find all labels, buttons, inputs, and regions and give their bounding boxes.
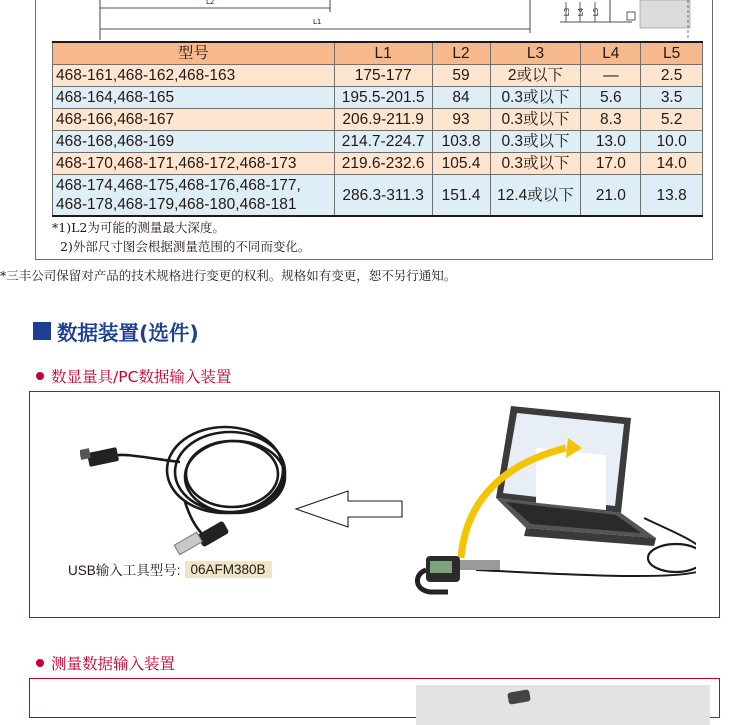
cell-l2: 151.4 [432,175,490,217]
usb-cable-image [80,402,340,572]
cell-l3: 0.3或以下 [490,87,581,109]
cell-model: 468-170,468-171,468-172,468-173 [53,153,335,175]
header-l3: L3 [490,42,581,65]
cell-l3: 2或以下 [490,65,581,87]
table-row [53,65,703,87]
laptop-micrometer-image [386,398,696,613]
disclaimer-text: *三丰公司保留对产品的技术规格进行变更的权利。规格如有变更，恕不另行通知。 [0,268,457,283]
header-l5: L5 [641,42,703,65]
header-l1: L1 [334,42,432,65]
header-l2: L2 [432,42,490,65]
footnote-2: 2)外部尺寸图会根据测量范围的不同而变化。 [60,239,311,254]
table-row [53,175,703,217]
header-l4: L4 [581,42,641,65]
subsection-title-text: 测量数据输入装置 [51,655,176,673]
cell-l1: 175-177 [334,65,432,87]
square-bullet-icon [33,322,51,340]
cell-l2: 84 [432,87,490,109]
cell-model: 468-168,468-169 [53,131,335,153]
cell-l4: 5.6 [581,87,641,109]
cell-l5: 3.5 [641,87,703,109]
header-model: 型号 [53,42,335,65]
cell-l1: 206.9-211.9 [334,109,432,131]
cell-l5: 14.0 [641,153,703,175]
bullet-dot-icon [36,372,44,380]
cell-l5: 5.2 [641,109,703,131]
footnote-1: *1)L2为可能的测量最大深度。 [52,220,225,235]
table-row [53,109,703,131]
subsection-title-text: 数显量具/PC数据输入装置 [51,368,232,386]
dim-label-l1: L1 [313,18,322,26]
subsection-title-1 [36,365,231,387]
table-row [53,131,703,153]
dim-label-l2: L2 [206,0,215,6]
device-part-image [507,689,531,705]
cell-l1: 219.6-232.6 [334,153,432,175]
cell-model: 468-166,468-167 [53,109,335,131]
subsection-title-2 [36,652,175,674]
dim-label-l5: L5 [592,7,601,17]
cell-l4: 21.0 [581,175,641,217]
table-row [53,87,703,109]
dim-label-l4: L4 [577,7,586,17]
cell-l2: 93 [432,109,490,131]
cell-model: 468-161,468-162,468-163 [53,65,335,87]
measurement-input-box [29,678,720,718]
cell-l3: 0.3或以下 [490,109,581,131]
usb-label-text: USB输入工具型号: [68,563,181,578]
spec-table [52,41,703,217]
cell-l5: 10.0 [641,131,703,153]
cell-l4: 8.3 [581,109,641,131]
cell-model [53,175,335,217]
cell-l1: 214.7-224.7 [334,131,432,153]
cell-l5: 13.8 [641,175,703,217]
cell-model-line-2: 468-178,468-179,468-180,468-181 [56,196,297,213]
cell-l1: 286.3-311.3 [334,175,432,217]
cell-l2: 105.4 [432,153,490,175]
cell-l4: 13.0 [581,131,641,153]
usb-model-code: 06AFM380B [185,561,272,578]
cell-l4: — [581,65,641,87]
cell-l4: 17.0 [581,153,641,175]
dim-label-l3: L3 [563,7,572,17]
dimension-drawing [0,0,750,45]
table-header-row [53,42,703,65]
cell-l2: 103.8 [432,131,490,153]
section-title [33,316,199,346]
data-device-box [29,391,720,618]
cell-l3: 12.4或以下 [490,175,581,217]
cell-l3: 0.3或以下 [490,153,581,175]
cell-model: 468-164,468-165 [53,87,335,109]
section-title-text: 数据装置(选件) [57,321,199,345]
table-row [53,153,703,175]
usb-model-label [68,559,272,579]
cell-l5: 2.5 [641,65,703,87]
device-photo [416,685,710,725]
cell-model-line-1: 468-174,468-175,468-176,468-177, [56,177,301,194]
cell-l1: 195.5-201.5 [334,87,432,109]
bullet-dot-icon [36,659,44,667]
cell-l2: 59 [432,65,490,87]
cell-l3: 0.3或以下 [490,131,581,153]
